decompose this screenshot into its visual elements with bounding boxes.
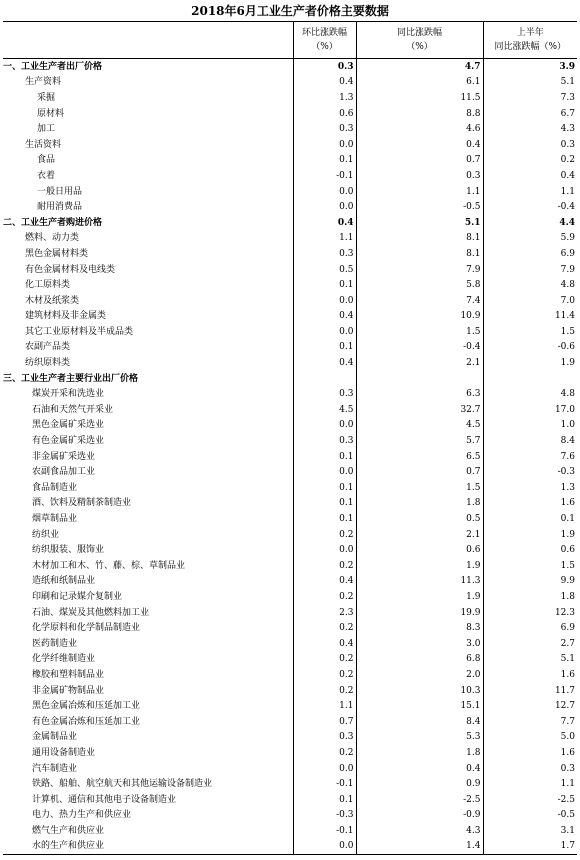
table-row: [3, 480, 577, 496]
row-label: 农副食品加工业: [32, 467, 96, 478]
table-row: [3, 745, 577, 761]
mom-value: 1.1: [293, 231, 356, 247]
row-label: 煤炭开采和洗选业: [32, 389, 105, 400]
header-yoy-line2: （%）: [406, 42, 433, 52]
yoy-value: 0.7: [356, 153, 483, 169]
yoy-value: 7.9: [356, 262, 483, 278]
yoy-value: 6.8: [356, 652, 483, 668]
row-label: 纺织原料类: [25, 358, 71, 369]
yoy-value: 0.5: [356, 511, 483, 527]
table-title: 2018年6月工业生产者价格主要数据: [191, 4, 389, 18]
table-row: [3, 433, 577, 449]
row-label: 金属制品业: [32, 732, 78, 743]
mom-value: 0.4: [293, 636, 356, 652]
row-label: 黑色金属矿采选业: [32, 420, 105, 431]
row-label: 一、工业生产者出厂价格: [3, 61, 103, 72]
mom-value: 0.5: [293, 262, 356, 278]
row-label: 采掘: [37, 92, 56, 103]
header-mom-line2: （%）: [311, 42, 338, 52]
mom-value: 2.3: [293, 605, 356, 621]
table-row: [3, 184, 577, 200]
mom-value: 0.2: [293, 589, 356, 605]
mom-value: -0.1: [293, 776, 356, 792]
h1-value: 1.7: [483, 839, 577, 855]
table-row: [3, 511, 577, 527]
yoy-value: 0.4: [356, 137, 483, 153]
row-label: 计算机、通信和其他电子设备制造业: [32, 794, 177, 805]
h1-value: 0.6: [483, 542, 577, 558]
row-label: 化工原料类: [25, 280, 71, 291]
h1-value: 7.0: [483, 293, 577, 309]
h1-value: 3.1: [483, 823, 577, 839]
mom-value: 0.6: [293, 106, 356, 122]
mom-value: -0.1: [293, 168, 356, 184]
row-label: 造纸和纸制品业: [32, 576, 96, 587]
yoy-value: 2.0: [356, 667, 483, 683]
row-label: 通用设备制造业: [32, 747, 96, 758]
h1-value: 11.7: [483, 683, 577, 699]
h1-value: 6.9: [483, 246, 577, 262]
mom-value: 0.1: [293, 792, 356, 808]
yoy-value: 1.9: [356, 558, 483, 574]
yoy-value: 4.5: [356, 418, 483, 434]
row-label: 医药制造业: [32, 638, 78, 649]
mom-value: 0.2: [293, 620, 356, 636]
row-label: 加工: [37, 124, 56, 135]
mom-value: 0.3: [293, 246, 356, 262]
mom-value: 0.0: [293, 137, 356, 153]
row-label: 燃料、动力类: [25, 233, 80, 244]
mom-value: 0.1: [293, 277, 356, 293]
mom-value: 0.2: [293, 652, 356, 668]
table-row: [3, 137, 577, 153]
yoy-value: 5.7: [356, 433, 483, 449]
row-label: 非金属矿采选业: [32, 451, 96, 462]
row-label: 酒、饮料及精制茶制造业: [32, 498, 132, 509]
mom-value: 0.7: [293, 714, 356, 730]
h1-value: 7.6: [483, 449, 577, 465]
h1-value: 5.1: [483, 75, 577, 91]
mom-value: 0.1: [293, 480, 356, 496]
h1-value: 8.4: [483, 433, 577, 449]
row-label: 石油、煤炭及其他燃料加工业: [32, 607, 150, 618]
yoy-value: 15.1: [356, 698, 483, 714]
row-label: 有色金属矿采选业: [32, 436, 105, 447]
h1-value: -0.4: [483, 199, 577, 215]
row-label: 二、工业生产者购进价格: [3, 217, 103, 228]
yoy-value: -0.4: [356, 340, 483, 356]
row-label: 原材料: [37, 108, 65, 119]
h1-value: 1.6: [483, 745, 577, 761]
header-mom: [293, 22, 356, 59]
table-row: [3, 636, 577, 652]
row-label: 农副产品类: [25, 342, 71, 353]
row-label: 其它工业原材料及半成品类: [25, 326, 134, 337]
header-h1-line2: 同比涨跌幅（%）: [494, 42, 567, 52]
mom-value: 0.0: [293, 184, 356, 200]
h1-value: 6.7: [483, 106, 577, 122]
table-body: [3, 59, 577, 855]
yoy-value: 0.9: [356, 776, 483, 792]
mom-value: 0.3: [293, 121, 356, 137]
row-label: 燃气生产和供应业: [32, 825, 105, 836]
mom-value: -0.1: [293, 823, 356, 839]
mom-value: [293, 371, 356, 387]
table-row: [3, 168, 577, 184]
table-row: [3, 386, 577, 402]
h1-value: 1.9: [483, 355, 577, 371]
mom-value: 0.2: [293, 745, 356, 761]
row-label: 化学原料和化学制品制造业: [32, 623, 141, 634]
h1-value: 17.0: [483, 402, 577, 418]
yoy-value: 0.3: [356, 168, 483, 184]
table-row: [3, 153, 577, 169]
h1-value: 1.1: [483, 184, 577, 200]
header-h1-line1: 上半年: [516, 28, 544, 38]
mom-value: 0.4: [293, 75, 356, 91]
h1-value: 1.5: [483, 558, 577, 574]
yoy-value: 8.8: [356, 106, 483, 122]
h1-value: 1.5: [483, 324, 577, 340]
yoy-value: 19.9: [356, 605, 483, 621]
table-row: [3, 714, 577, 730]
row-label: 石油和天然气开采业: [32, 404, 114, 415]
yoy-value: 32.7: [356, 402, 483, 418]
yoy-value: [356, 371, 483, 387]
yoy-value: 2.1: [356, 355, 483, 371]
row-label: 一般日用品: [37, 186, 83, 197]
table-row: [3, 231, 577, 247]
row-label: 耐用消费品: [37, 202, 83, 213]
table-row: [3, 496, 577, 512]
table-row: [3, 683, 577, 699]
row-label: 生活资料: [25, 139, 62, 150]
table-row: [3, 262, 577, 278]
table-row: [3, 340, 577, 356]
h1-value: 1.8: [483, 589, 577, 605]
mom-value: 0.0: [293, 324, 356, 340]
table-row: [3, 667, 577, 683]
yoy-value: 5.8: [356, 277, 483, 293]
yoy-value: 1.5: [356, 480, 483, 496]
yoy-value: 11.3: [356, 574, 483, 590]
yoy-value: 1.5: [356, 324, 483, 340]
h1-value: 9.9: [483, 574, 577, 590]
h1-value: -0.6: [483, 340, 577, 356]
mom-value: 0.4: [293, 215, 356, 231]
h1-value: -0.5: [483, 808, 577, 824]
yoy-value: -0.9: [356, 808, 483, 824]
table-row: [3, 823, 577, 839]
h1-value: 1.9: [483, 527, 577, 543]
mom-value: 0.1: [293, 153, 356, 169]
yoy-value: 10.9: [356, 309, 483, 325]
row-label: 纺织业: [32, 529, 60, 540]
h1-value: 6.9: [483, 620, 577, 636]
mom-value: 0.3: [293, 386, 356, 402]
table-row: [3, 75, 577, 91]
header-indicator: [3, 22, 293, 59]
yoy-value: 1.8: [356, 496, 483, 512]
section-row: [3, 215, 577, 231]
row-label: 食品制造业: [32, 482, 78, 493]
table-row: [3, 776, 577, 792]
yoy-value: 8.3: [356, 620, 483, 636]
mom-value: 0.0: [293, 293, 356, 309]
yoy-value: 7.4: [356, 293, 483, 309]
header-h1: [483, 22, 577, 59]
yoy-value: 1.9: [356, 589, 483, 605]
yoy-value: 1.4: [356, 839, 483, 855]
h1-value: 5.0: [483, 730, 577, 746]
h1-value: 1.6: [483, 496, 577, 512]
table-row: [3, 402, 577, 418]
yoy-value: 0.6: [356, 542, 483, 558]
mom-value: 0.2: [293, 527, 356, 543]
table-row: [3, 589, 577, 605]
row-label: 水的生产和供应业: [3, 839, 293, 855]
yoy-value: 0.4: [356, 761, 483, 777]
table-row: [3, 605, 577, 621]
table-row: [3, 324, 577, 340]
yoy-value: 8.1: [356, 231, 483, 247]
h1-value: 0.3: [483, 761, 577, 777]
table-row: [3, 839, 577, 855]
row-label: 电力、热力生产和供应业: [32, 810, 132, 821]
h1-value: 3.9: [483, 59, 577, 75]
table-row: [3, 620, 577, 636]
row-label: 化学纤维制造业: [32, 654, 96, 665]
h1-value: 0.4: [483, 168, 577, 184]
mom-value: 0.4: [293, 574, 356, 590]
h1-value: 11.4: [483, 309, 577, 325]
yoy-value: 8.1: [356, 246, 483, 262]
h1-value: 1.3: [483, 480, 577, 496]
row-label: 食品: [37, 155, 56, 166]
yoy-value: 5.1: [356, 215, 483, 231]
row-label: 木材及纸浆类: [25, 295, 80, 306]
mom-value: 0.1: [293, 340, 356, 356]
table-row: [3, 449, 577, 465]
yoy-value: 8.4: [356, 714, 483, 730]
h1-value: 4.4: [483, 215, 577, 231]
row-label: 黑色金属材料类: [25, 248, 89, 259]
h1-value: 1.6: [483, 667, 577, 683]
h1-value: 7.7: [483, 714, 577, 730]
mom-value: 0.3: [293, 433, 356, 449]
yoy-value: -0.5: [356, 199, 483, 215]
h1-value: 5.1: [483, 652, 577, 668]
h1-value: 12.3: [483, 605, 577, 621]
yoy-value: 11.5: [356, 90, 483, 106]
h1-value: 4.8: [483, 386, 577, 402]
price-data-table: [3, 21, 577, 855]
yoy-value: 3.0: [356, 636, 483, 652]
yoy-value: 4.7: [356, 59, 483, 75]
table-row: [3, 761, 577, 777]
row-label: 印刷和记录媒介复制业: [32, 591, 123, 602]
table-row: [3, 464, 577, 480]
table-row: [3, 792, 577, 808]
table-row: [3, 652, 577, 668]
header-yoy: [356, 22, 483, 59]
yoy-value: 6.1: [356, 75, 483, 91]
h1-value: 12.7: [483, 698, 577, 714]
table-row: [3, 574, 577, 590]
mom-value: 0.2: [293, 683, 356, 699]
table-row: [3, 542, 577, 558]
mom-value: 0.0: [293, 464, 356, 480]
table-row: [3, 246, 577, 262]
yoy-value: 1.8: [356, 745, 483, 761]
table-row: [3, 558, 577, 574]
section-row: [3, 59, 577, 75]
row-label: 汽车制造业: [32, 763, 78, 774]
mom-value: 0.1: [293, 496, 356, 512]
h1-value: 7.3: [483, 90, 577, 106]
table-row: [3, 309, 577, 325]
mom-value: 1.1: [293, 698, 356, 714]
h1-value: 1.0: [483, 418, 577, 434]
table-row: [3, 90, 577, 106]
h1-value: -2.5: [483, 792, 577, 808]
mom-value: 0.2: [293, 558, 356, 574]
yoy-value: 6.5: [356, 449, 483, 465]
h1-value: 5.9: [483, 231, 577, 247]
row-label: 三、工业生产者主要行业出厂价格: [3, 373, 139, 384]
yoy-value: 10.3: [356, 683, 483, 699]
table-row: [3, 293, 577, 309]
yoy-value: 5.3: [356, 730, 483, 746]
h1-value: -0.3: [483, 464, 577, 480]
mom-value: 0.0: [293, 542, 356, 558]
mom-value: 0.0: [293, 839, 356, 855]
yoy-value: 4.3: [356, 823, 483, 839]
yoy-value: 2.1: [356, 527, 483, 543]
yoy-value: 4.6: [356, 121, 483, 137]
h1-value: 7.9: [483, 262, 577, 278]
mom-value: 0.1: [293, 449, 356, 465]
h1-value: 4.3: [483, 121, 577, 137]
row-label: 黑色金属冶炼和压延加工业: [32, 701, 141, 712]
table-row: [3, 277, 577, 293]
table-row: [3, 121, 577, 137]
h1-value: [483, 371, 577, 387]
table-row: [3, 355, 577, 371]
table-row: [3, 698, 577, 714]
mom-value: 0.2: [293, 667, 356, 683]
row-label: 有色金属材料及电线类: [25, 264, 116, 275]
row-label: 建筑材料及非金属类: [25, 311, 107, 322]
table-row: [3, 199, 577, 215]
table-header: [3, 22, 577, 59]
yoy-value: 6.3: [356, 386, 483, 402]
mom-value: 4.5: [293, 402, 356, 418]
section-row: [3, 371, 577, 387]
yoy-value: 0.7: [356, 464, 483, 480]
h1-value: 2.7: [483, 636, 577, 652]
row-label: 衣着: [37, 170, 56, 181]
row-label: 橡胶和塑料制品业: [32, 669, 105, 680]
mom-value: 0.3: [293, 730, 356, 746]
row-label: 非金属矿物制品业: [32, 685, 105, 696]
row-label: 有色金属冶炼和压延加工业: [32, 716, 141, 727]
mom-value: 0.1: [293, 511, 356, 527]
mom-value: 1.3: [293, 90, 356, 106]
mom-value: 0.3: [293, 59, 356, 75]
mom-value: 0.0: [293, 199, 356, 215]
row-label: 纺织服装、服饰业: [32, 545, 105, 556]
row-label: 烟草制品业: [32, 514, 78, 525]
mom-value: -0.3: [293, 808, 356, 824]
mom-value: 0.4: [293, 309, 356, 325]
h1-value: 0.3: [483, 137, 577, 153]
table-row: [3, 730, 577, 746]
table-row: [3, 418, 577, 434]
h1-value: 1.1: [483, 776, 577, 792]
h1-value: 0.2: [483, 153, 577, 169]
row-label: 生产资料: [25, 77, 62, 88]
header-mom-line1: 环比涨跌幅: [301, 28, 347, 38]
mom-value: 0.0: [293, 418, 356, 434]
table-row: [3, 527, 577, 543]
row-label: 木材加工和木、竹、藤、棕、草制品业: [32, 560, 186, 571]
h1-value: 4.8: [483, 277, 577, 293]
h1-value: 0.1: [483, 511, 577, 527]
yoy-value: 1.1: [356, 184, 483, 200]
table-row: [3, 106, 577, 122]
table-row: [3, 808, 577, 824]
header-row: [3, 22, 577, 59]
header-yoy-line1: 同比涨跌幅: [396, 28, 442, 38]
mom-value: 0.4: [293, 355, 356, 371]
yoy-value: -2.5: [356, 792, 483, 808]
row-label: 铁路、船舶、航空航天和其他运输设备制造业: [32, 779, 213, 790]
mom-value: 0.0: [293, 761, 356, 777]
